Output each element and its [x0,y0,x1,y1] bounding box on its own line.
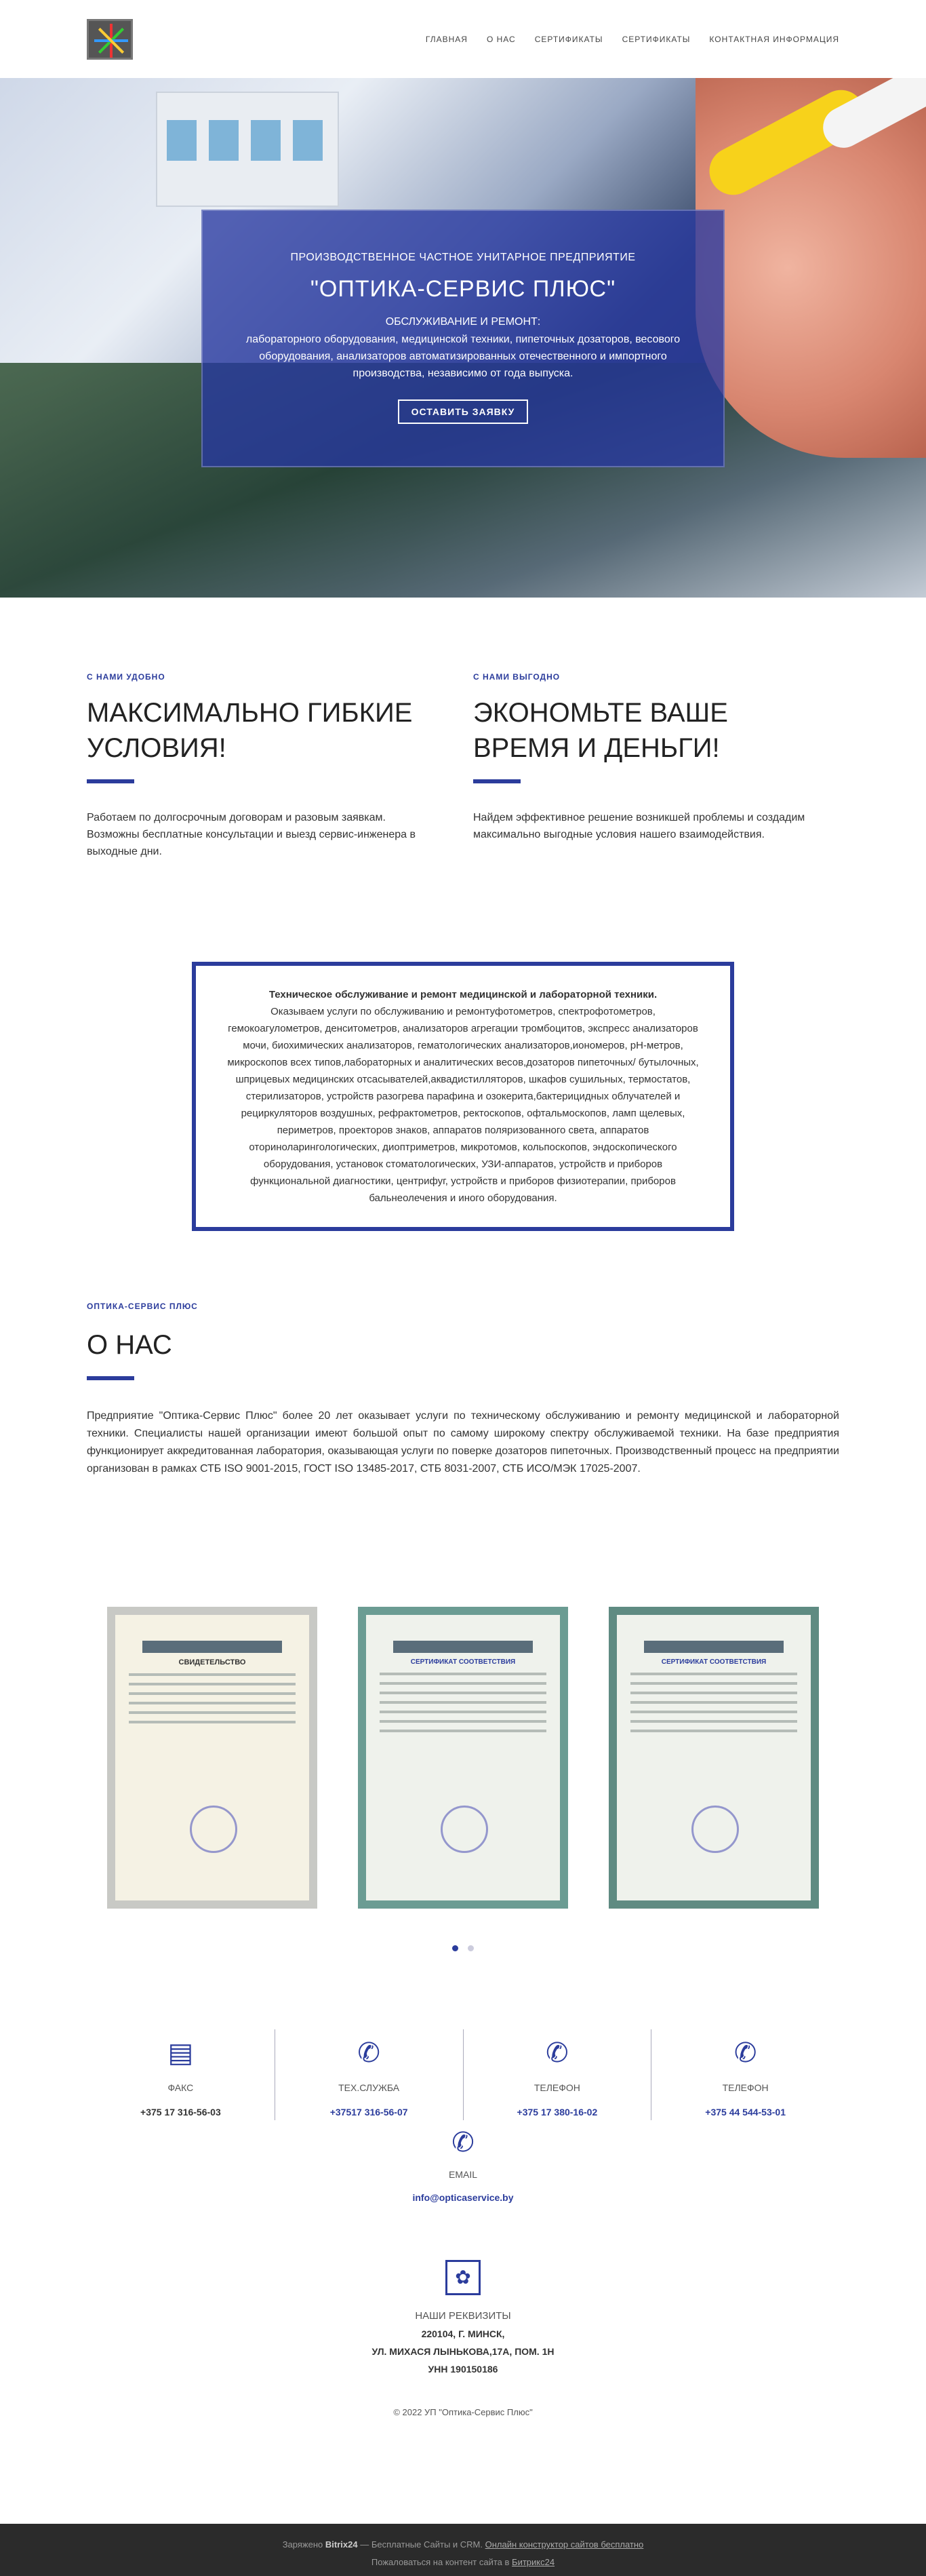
contacts-section [0,2029,926,2120]
contact-tech-service [275,2029,463,2120]
footer-mid: — Бесплатные Сайты и CRM. [360,2539,483,2550]
certificate-image[interactable] [107,1607,317,1909]
email-link[interactable]: info@opticaservice.by [412,2192,514,2203]
nav-contacts[interactable]: КОНТАКТНАЯ ИНФОРМАЦИЯ [709,34,839,44]
phone-icon: ✆ [546,2038,569,2068]
site-header [0,0,926,78]
about-text: Предприятие "Оптика-Сервис Плюс" более 20 лет оказывает услуги по техническому обслуживанию и ремонту медицинской и лабораторной техники. Специалисты нашей организации имеют большой опыт по самому широкому спектру обслуживаемой техники. На базе предприятия функционирует аккредитованная лаборатория, оказывающая услуги по поверке дозаторов пипеточных. Производственный процесс на предприятии организован в рамках СТБ ISO 9001-2015, ГОСТ ISO 13485-2017, СТБ 8031-2007, СТБ ИСО/МЭК 17025-2007. [87,1410,839,1475]
hero-pretitle: ПРОИЗВОДСТВЕННОЕ ЧАСТНОЕ УНИТАРНОЕ ПРЕДПРИЯТИЕ [290,252,636,263]
contact-email [0,2127,926,2203]
phone-icon: ✆ [733,2038,757,2068]
requisites-label: НАШИ РЕКВИЗИТЫ [415,2310,511,2322]
carousel-dots [0,1943,926,1955]
certificate-image[interactable] [609,1607,819,1909]
footer-prefix: Заряжено [282,2539,323,2550]
phone-icon: ✆ [451,2128,475,2158]
main-nav [426,35,839,44]
copyright: © 2022 УП "Оптика-Сервис Плюс" [393,2407,533,2417]
contact-phone-1 [463,2029,651,2120]
feature-kicker: С НАМИ ВЫГОДНО [473,672,561,682]
divider [87,1376,134,1380]
bitrix-brand[interactable]: Bitrix24 [325,2539,358,2550]
certificate-image[interactable] [358,1607,568,1909]
contact-label: ФАКС [167,2082,194,2093]
feature-text: Найдем эффективное решение возникшей проблемы и создадим максимально выгодные условия нашего взаимодействия. [473,812,805,840]
footer-report-link[interactable]: Битрикс24 [512,2557,555,2567]
contact-label: ТЕХ.СЛУЖБА [338,2082,400,2093]
services-text: Оказываем услуги по обслуживанию и ремонтуфотометров, спектрофотометров, гемокоагулометров, денситометров, анализаторов агрегации тромбоцитов, экспресс анализаторов мочи, биохимических анализаторов, гематологических анализаторов,иономеров, pH-метров, микроскопов всех типов,лабораторных и аналитических весов,дозаторов пипеточных/ бутылочных, шприцевых медицинских отсасывателей,аквадистилляторов, шкафов сушильных, термостатов, стерилизаторов, устройств разогрева парафина и озокерита,бактерицидных облучателей и рециркуляторов воздушных, рефрактометров, ректоскопов, офтальмоскопов, ламп щелевых, периметров, проекторов знаков, аппаратов поляризованного света, аппаратов оториноларингологических, диоптриметров, микротомов, кольпоскопов, эндоскопического оборудования, установок стоматологических, УЗИ-аппаратов, устройств и приборов функциональной диагностики, центрифуг, устройств и приборов физиотерапии, приборов бальнеолечения и иного оборудования. [227,1006,699,1204]
feature-title: ЭКОНОМЬТЕ ВАШЕ ВРЕМЯ И ДЕНЬГИ! [473,698,728,763]
certificate-title: СЕРТИФИКАТ СООТВЕТСТВИЯ [410,1658,516,1666]
feature-profitable [473,672,826,860]
services-title: Техническое обслуживание и ремонт медицинской и лабораторной техники. [268,989,658,1000]
contact-label: ТЕЛЕФОН [722,2082,769,2093]
contact-label: ТЕЛЕФОН [534,2082,580,2093]
certificate-heading [393,1641,533,1653]
fax-icon: ▤ [167,2038,194,2068]
certificate-title: СВИДЕТЕЛЬСТВО [178,1658,246,1666]
contact-fax [87,2029,275,2120]
carousel-dot-active[interactable] [452,1945,458,1951]
certificate-heading [142,1641,282,1653]
hero-banner [0,78,926,598]
features-section [0,672,926,860]
footer-constructor-link[interactable]: Онлайн конструктор сайтов бесплатно [485,2539,644,2550]
about-section [0,1302,926,1478]
certificate-heading [644,1641,784,1653]
about-title: О НАС [87,1330,172,1360]
leave-request-button[interactable]: ОСТАВИТЬ ЗАЯВКУ [398,399,529,424]
nav-about[interactable]: О НАС [486,34,516,44]
map-icon: ✿ [445,2260,481,2295]
contact-phone-link[interactable]: +37517 316-56-07 [329,2107,408,2118]
feature-text: Работаем по долгосрочным договорам и разовым заявкам. Возможны бесплатные консультации и выезд сервис-инженера в выходные дни. [87,812,416,857]
hero-title: "ОПТИКА-СЕРВИС ПЛЮС" [310,276,616,302]
stamp-icon [190,1806,237,1853]
bitrix-footer [0,2524,926,2576]
contact-phone-2 [651,2029,839,2120]
phone-icon: ✆ [357,2038,380,2068]
carousel-dot[interactable] [468,1945,474,1951]
company-logo[interactable] [87,19,133,60]
requisites-line: 220104, Г. МИНСК, [421,2328,505,2339]
feature-kicker: С НАМИ УДОБНО [87,672,165,682]
nav-home[interactable]: ГЛАВНАЯ [425,34,468,44]
requisites-section [0,2260,926,2375]
footer-report-text: Пожаловаться на контент сайта в [371,2557,510,2567]
requisites-line: УНН 190150186 [428,2364,498,2375]
services-box [192,962,734,1231]
hero-overlay [201,210,725,467]
nav-certificates[interactable]: СЕРТИФИКАТЫ [534,34,603,44]
feature-convenient [87,672,439,860]
contact-value: +375 17 316-56-03 [140,2107,221,2118]
divider [473,779,521,783]
hero-image-device [156,92,339,207]
contact-phone-link[interactable]: +375 17 380-16-02 [517,2107,598,2118]
divider [87,779,134,783]
hero-service-title: ОБСЛУЖИВАНИЕ И РЕМОНТ: [385,316,541,328]
hero-service-text: лабораторного оборудования, медицинской техники, пипеточных дозаторов, весового оборудования, анализаторов автоматизированных отечественного и импортного производства, независимо от года выпуска. [245,334,681,379]
stamp-icon [691,1806,739,1853]
requisites-line: УЛ. МИХАСЯ ЛЫНЬКОВА,17А, ПОМ. 1Н [371,2346,555,2357]
nav-certificates-2[interactable]: СЕРТИФИКАТЫ [622,34,691,44]
stamp-icon [441,1806,488,1853]
certificate-title: СЕРТИФИКАТ СООТВЕТСТВИЯ [661,1658,767,1666]
contact-phone-link[interactable]: +375 44 544-53-01 [705,2107,786,2118]
certificates-carousel [0,1607,926,1909]
email-label: EMAIL [448,2169,477,2180]
about-kicker: ОПТИКА-СЕРВИС ПЛЮС [87,1302,198,1311]
feature-title: МАКСИМАЛЬНО ГИБКИЕ УСЛОВИЯ! [87,698,413,763]
